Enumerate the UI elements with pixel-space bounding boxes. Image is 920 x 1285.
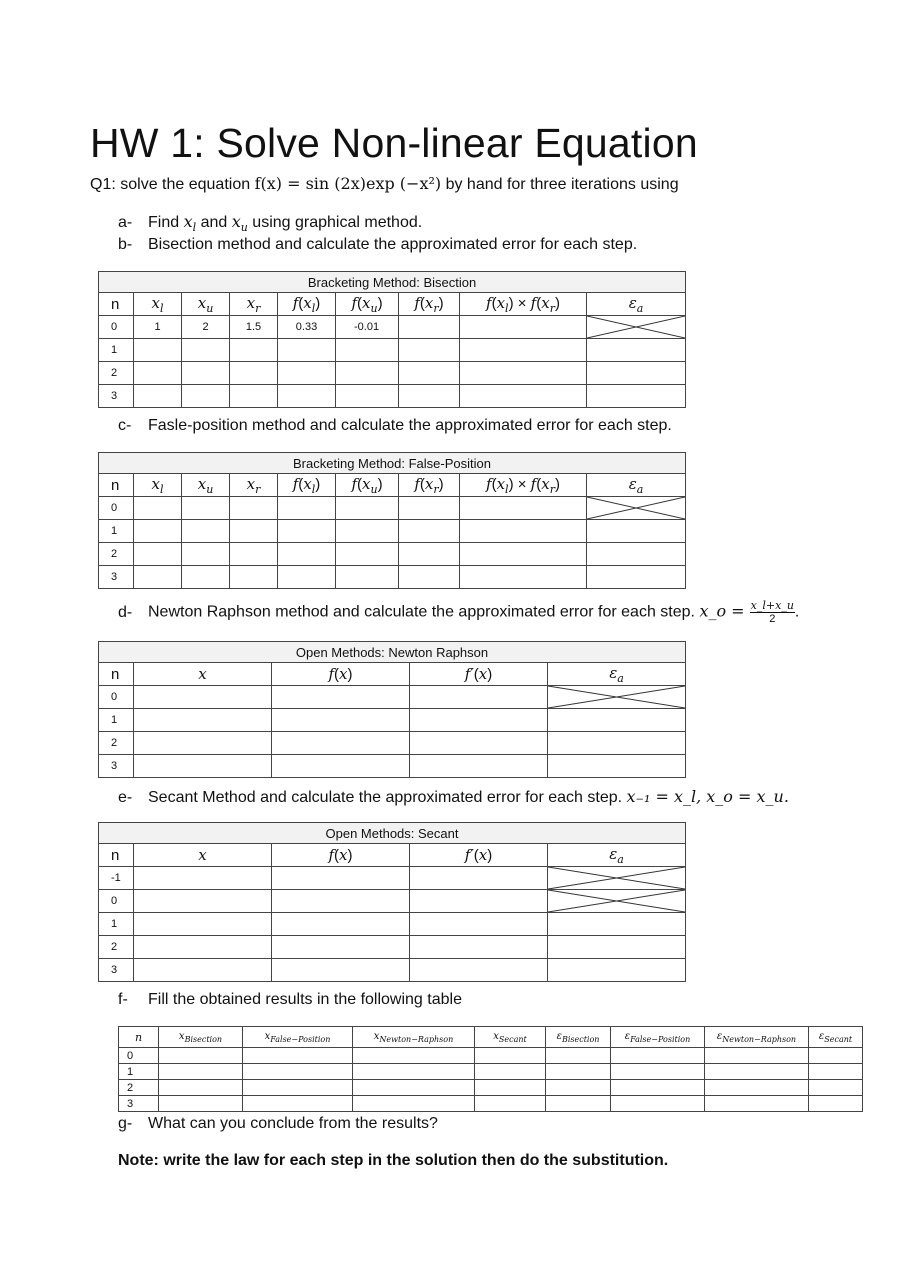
table-row: 2 [99, 362, 686, 385]
newton-caption: Open Methods: Newton Raphson [99, 642, 686, 663]
table-row: 1 [99, 339, 686, 362]
table-row: 1 [119, 1064, 863, 1080]
table-row: 0 1 2 1.5 0.33 -0.01 [99, 316, 686, 339]
crossed-cell [587, 497, 686, 520]
item-f: f- Fill the obtained results in the following table [118, 991, 462, 1008]
table-row: 2 [119, 1080, 863, 1096]
item-e: e- Secant Method and calculate the approximated error for each step. x₋₁ = x_l, x_o = x_u. [118, 787, 789, 806]
header-fxu: $f(x_u)$ [336, 293, 399, 316]
crossed-cell [548, 890, 686, 913]
header-n: n [99, 293, 134, 316]
header-fxr: $f(x_r)$ [399, 293, 460, 316]
item-a-label: a- [118, 214, 133, 231]
note: Note: write the law for each step in the solution then do the substitution. [118, 1152, 669, 1169]
header-xu: $x_u$ [182, 293, 230, 316]
secant-caption: Open Methods: Secant [99, 823, 686, 844]
formula-xo: x_o = [699, 601, 750, 621]
false-position-caption: Bracketing Method: False-Position [99, 453, 686, 474]
header-xr: $x_r$ [230, 293, 278, 316]
formula-secant: x₋₁ = x_l, x_o = x_u. [626, 787, 789, 806]
table-row: 0 [99, 497, 686, 520]
item-c: c- Fasle-position method and calculate the approximated error for each step. [118, 417, 672, 434]
table-row: 1 [99, 913, 686, 936]
q1-suffix: by hand for three iterations using [441, 176, 679, 193]
newton-raphson-table: Open Methods: Newton Raphson n x f(x) f′(x) $\varepsilon_a$ 0 1 2 3 [98, 641, 686, 778]
table-row: 0 [119, 1048, 863, 1064]
table-row: 3 [119, 1096, 863, 1112]
table-row: 3 [99, 959, 686, 982]
item-g: g- What can you conclude from the results? [118, 1115, 438, 1132]
bisection-table [98, 271, 686, 408]
table-row: 3 [99, 566, 686, 589]
table-row: 1 [99, 709, 686, 732]
summary-table: n $x_{Bisection}$ $x_{False-Position}$ $x_{Newton-Raphson}$ $x_{Secant}$ $\varepsilon_{Bisection}$ $\varepsilon_{False-Position}$ $\varepsilon_{Newton-Raphson}$ $\varepsilon_{Secant}$ 0 1 2 3 [118, 1026, 863, 1112]
table-row: 2 [99, 732, 686, 755]
table-row: -1 [99, 867, 686, 890]
question-1 [90, 174, 679, 194]
table-row: 2 [99, 543, 686, 566]
bisection-caption: Bracketing Method: Bisection [99, 272, 686, 293]
crossed-cell [587, 316, 686, 339]
page-title: HW 1: Solve Non-linear Equation [90, 120, 698, 166]
item-d: d- Newton Raphson method and calculate the approximated error for each step. x_o = $\frac{x\_l+x\_u}{2}$ . [118, 599, 800, 625]
crossed-cell [548, 867, 686, 890]
table-row: 3 [99, 385, 686, 408]
table-row: 1 [99, 520, 686, 543]
header-xl: $x_l$ [134, 293, 182, 316]
header-product: $f(x_l) \times f(x_r)$ [460, 293, 587, 316]
secant-table: Open Methods: Secant n x f(x) f′(x) $\varepsilon_a$ -1 0 1 2 3 [98, 822, 686, 982]
fraction: $\frac{x\_l+x\_u}{2}$ [750, 599, 794, 625]
false-position-table: Bracketing Method: False-Position n $x_l$ $x_u$ $x_r$ $f(x_l)$ $f(x_u)$ $f(x_r)$ $f(x_l) \times f(x_r)$ $\varepsilon_a$ 0 1 2 3 [98, 452, 686, 589]
table-row: 2 [99, 936, 686, 959]
q1-equation: f(x) = sin (2x)exp (−x²) [254, 174, 442, 193]
table-row: 0 [99, 686, 686, 709]
table-row: 3 [99, 755, 686, 778]
item-a: a- Find $x_l$ and $x_u$ using graphical method. [118, 212, 423, 235]
crossed-cell [548, 686, 686, 709]
q1-prefix: Q1: solve the equation [90, 176, 255, 193]
table-row: 0 [99, 890, 686, 913]
header-fxl: $f(x_l)$ [278, 293, 336, 316]
header-ea: $\varepsilon_a$ [587, 293, 686, 316]
item-b: b- Bisection method and calculate the approximated error for each step. [118, 236, 638, 253]
